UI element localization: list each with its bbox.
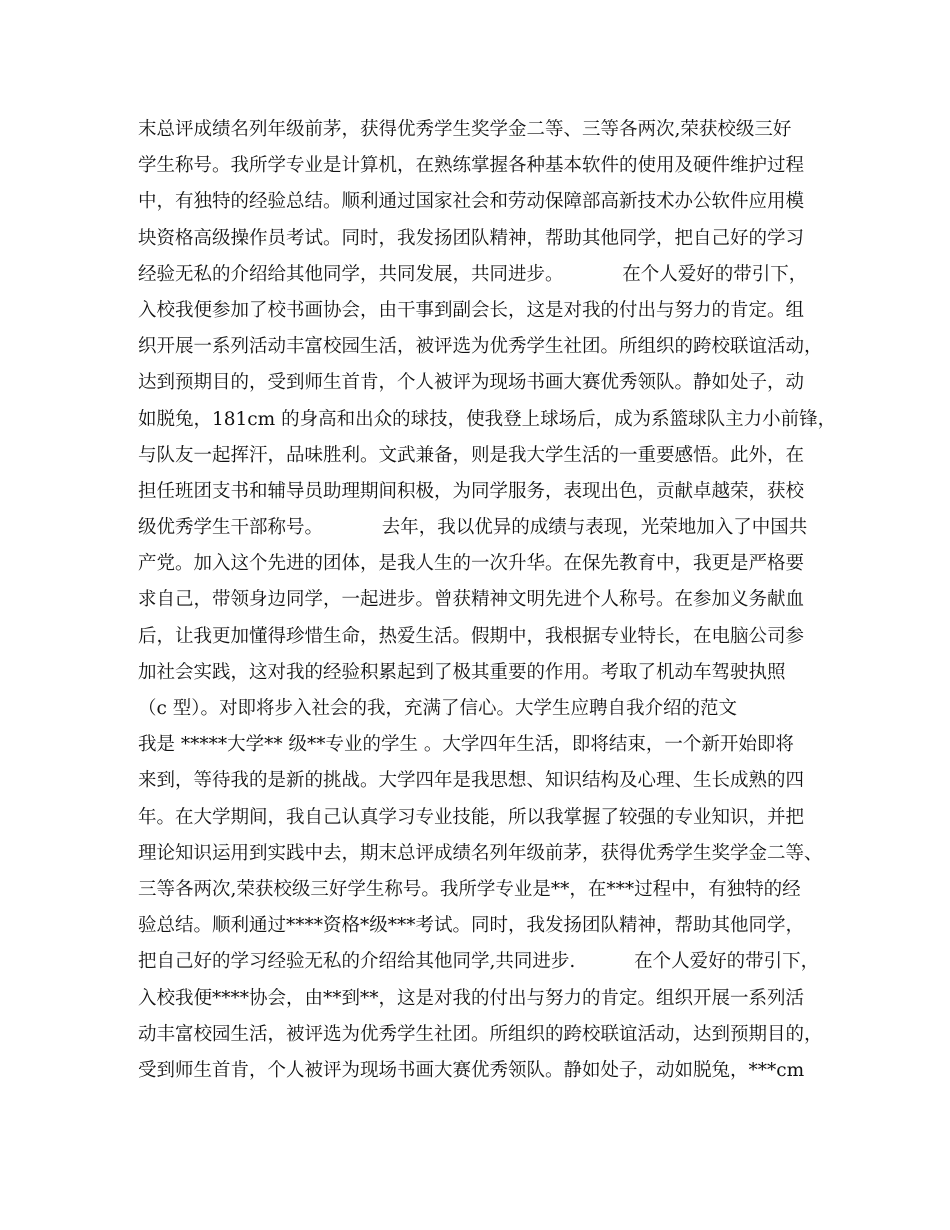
- text-line: 动丰富校园生活，被评选为优秀学生社团。所组织的跨校联谊活动，达到预期目的，: [138, 1023, 823, 1045]
- text-line: 入校我便****协会，由**到**，这是对我的付出与努力的肯定。组织开展一系列活: [138, 987, 805, 1009]
- text-line: 理论知识运用到实践中去，期末总评成绩名列年级前茅，获得优秀学生奖学金二等、: [138, 842, 823, 864]
- body-text: [138, 112, 837, 1089]
- text-line: 织开展一系列活动丰富校园生活，被评选为优秀学生社团。所组织的跨校联谊活动，: [138, 336, 823, 358]
- text-line: 与队友一起挥汗，品味胜利。文武兼备，则是我大学生活的一重要感悟。此外，在: [138, 444, 805, 466]
- text-line: 入校我便参加了校书画协会，由干事到副会长，这是对我的付出与努力的肯定。组: [138, 299, 805, 321]
- text-line: 末总评成绩名列年级前茅，获得优秀学生奖学金二等、三等各两次,荣获校级三好: [138, 119, 792, 140]
- text-line: 级优秀学生干部称号。 去年，我以优异的成绩与表现，光荣地加入了中国共: [138, 517, 808, 539]
- text-line: 受到师生首肯，个人被评为现场书画大赛优秀领队。静如处子，动如脱兔，***cm: [138, 1059, 805, 1081]
- text-line: 年。在大学期间，我自己认真学习专业技能，所以我掌握了较强的专业知识，并把: [138, 806, 805, 828]
- text-line: 经验无私的介绍给其他同学，共同发展，共同进步。 在个人爱好的带引下，: [138, 263, 808, 285]
- text-line: 来到，等待我的是新的挑战。大学四年是我思想、知识结构及心理、生长成熟的四: [138, 770, 805, 792]
- text-line: 三等各两次,荣获校级三好学生称号。我所学专业是**，在***过程中，有独特的经: [138, 878, 801, 900]
- text-line: 加社会实践，这对我的经验积累起到了极其重要的作用。考取了机动车驾驶执照: [138, 661, 786, 683]
- text-line: 达到预期目的，受到师生首肯，个人被评为现场书画大赛优秀领队。静如处子，动: [138, 372, 805, 394]
- text-line: 我是 *****大学** 级**专业的学生 。大学四年生活，即将结束，一个新开始即将: [138, 734, 794, 756]
- text-line: （c 型）。对即将步入社会的我，充满了信心。大学生应聘自我介绍的范文: [138, 698, 737, 719]
- text-line: 求自己，带领身边同学，一起进步。曾获精神文明先进个人称号。在参加义务献血: [138, 589, 805, 611]
- text-line: 担任班团支书和辅导员助理期间积极，为同学服务，表现出色，贡献卓越荣，获校: [138, 480, 805, 502]
- text-line: 块资格高级操作员考试。同时，我发扬团队精神，帮助其他同学，把自己好的学习: [138, 227, 805, 249]
- text-line: 后，让我更加懂得珍惜生命，热爱生活。假期中，我根据专业特长，在电脑公司参: [138, 625, 805, 647]
- text-line: 如脱兔，181cm 的身高和出众的球技，使我登上球场后，成为系篮球队主力小前锋，: [138, 408, 837, 430]
- text-line: 验总结。顺利通过****资格*级***考试。同时，我发扬团队精神，帮助其他同学，: [138, 915, 805, 937]
- text-line: 中，有独特的经验总结。顺利通过国家社会和劳动保障部高新技术办公软件应用模: [138, 191, 805, 213]
- text-line: 把自己好的学习经验无私的介绍给其他同学,共同进步. 在个人爱好的带引下，: [138, 951, 820, 973]
- text-line: 学生称号。我所学专业是计算机，在熟练掌握各种基本软件的使用及硬件维护过程: [138, 155, 805, 177]
- text-line: 产党。加入这个先进的团体，是我人生的一次升华。在保先教育中，我更是严格要: [138, 553, 805, 575]
